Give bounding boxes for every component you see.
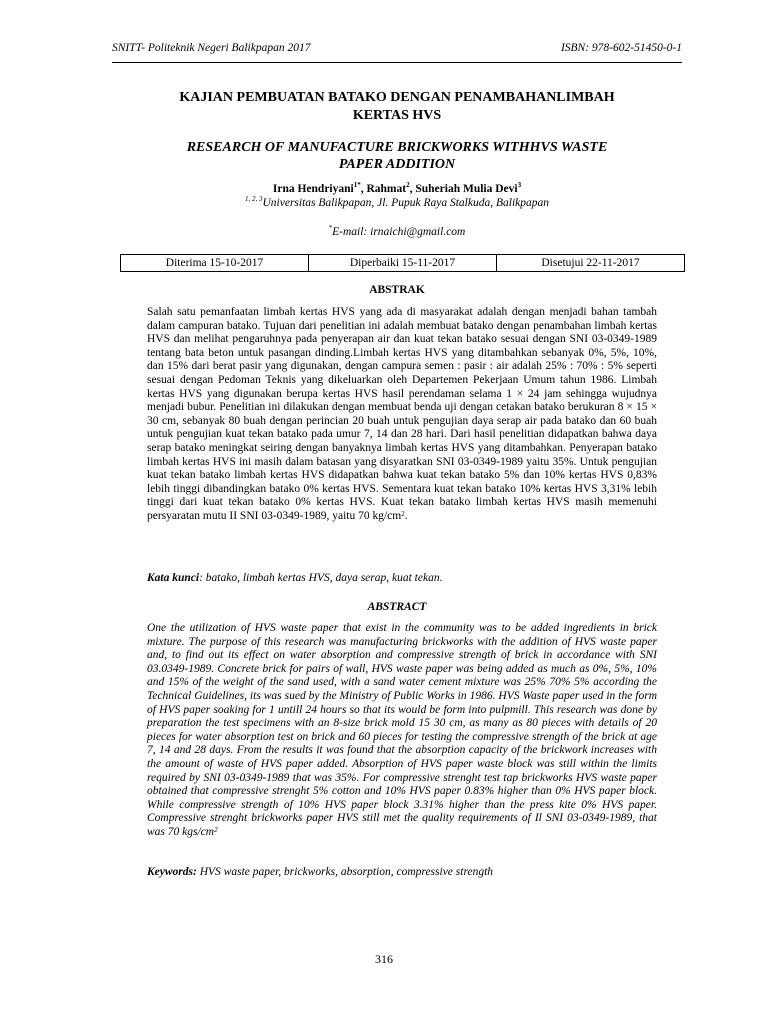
- keywords: [147, 866, 657, 878]
- corresponding-email: [112, 226, 682, 238]
- affiliation: [112, 197, 682, 209]
- kata-kunci-text: : batako, limbah kertas HVS, daya serap, kuat tekan.: [199, 572, 443, 584]
- author-1: Irna Hendriyani: [272, 183, 354, 195]
- email-mark: *: [328, 224, 333, 232]
- author-1-mark: 1*: [353, 181, 361, 189]
- running-header: [112, 42, 682, 54]
- author-3-mark: 3: [517, 181, 522, 189]
- author-3: , Suheriah Mulia Devi: [409, 183, 518, 195]
- abstrak-heading: ABSTRAK: [369, 284, 425, 296]
- author-2: , Rahmat: [360, 183, 407, 195]
- email-text: E-mail: irnaichi@gmail.com: [332, 226, 466, 238]
- title-en-line-2: PAPER ADDITION: [338, 157, 456, 172]
- keywords-label: Keywords:: [147, 866, 197, 878]
- date-received: Diterima 15-10-2017: [165, 257, 264, 269]
- affiliation-text: Universitas Balikpapan, Jl. Pupuk Raya Stalkuda, Balikpapan: [262, 197, 549, 209]
- kata-kunci: [147, 572, 657, 584]
- abstract-body: [147, 622, 657, 840]
- title-en-line-1: RESEARCH OF MANUFACTURE BRICKWORKS WITHHVS WASTE: [186, 140, 608, 155]
- abstrak-end: .: [404, 509, 408, 522]
- header-isbn: ISBN: 978-602-51450-0-1: [560, 42, 682, 54]
- page-number: 316: [375, 952, 393, 966]
- paper-title: [112, 89, 682, 125]
- abstrak-body: [147, 306, 657, 524]
- date-revised: Diperbaiki 15-11-2017: [308, 255, 496, 271]
- paper-title-english: [112, 139, 682, 173]
- title-line-1: KAJIAN PEMBUATAN BATAKO DENGAN PENAMBAHANLIMBAH: [179, 90, 615, 105]
- abstract-heading: ABSTRACT: [367, 601, 427, 613]
- submission-dates-table: [120, 254, 685, 272]
- affiliation-mark: 1, 2, 3: [245, 195, 263, 203]
- abstract-unit-sup: 2: [214, 825, 218, 834]
- date-accepted: Disetujui 22-11-2017: [496, 255, 684, 271]
- kata-kunci-label: Kata kunci: [147, 572, 200, 584]
- title-line-2: KERTAS HVS: [352, 108, 442, 123]
- author-2-mark: 2: [406, 181, 410, 189]
- header-conference: SNITT- Politeknik Negeri Balikpapan 2017: [112, 42, 311, 54]
- abstract-text: One the utilization of HVS waste paper that exist in the community was to be added ingredients in brick mixture. The purpose of this research was manufacturing brickworks with the addition of HVS waste paper and, to find out its effect on water absorption and compressive strength of brick in accordance with SNI 03.0349-1989. Concrete brick for pairs of wall, HVS waste paper was being added as much as 0%, 5%, 10% and 15% of the weight of the sand used, with a sand water cement mixture was 25% 70% 5% according the Technical Guidelines, its was sued by the Ministry of Public Works in 1986. HVS Waste paper used in the form of HVS paper soaking for 1 untill 24 hours so that its would be form into pulpmill. This research was done by preparation the test specimens with an 8-size brick mold 15 30 cm, as many as 80 pieces with details of 20 pieces for water absorption test on brick and 60 pieces for testing the compressive strength of the brick at age 7, 14 and 28 days. From the results it was found that the absorption capacity of the brickwork increases with the amount of waste of HVS paper added. Absorption of HVS paper waste block was still within the limits required by SNI 03-0349-1989 that was 35%. For compressive strenght test tap brickworks HVS waste paper obtained that compressive strenght 5% cotton and 10% HVS paper 0.83% higher than 0% HVS paper block. While compressive strength of 10% HVS paper block 3.31% higher than the press kite 0% HVS paper. Compressive strenght brickworks paper HVS still met the quality requirements of Il SNI 03-0349-1989, that was 70 kgs/cm: [147, 622, 657, 838]
- header-rule: [112, 62, 682, 63]
- abstrak-text: Salah satu pemanfaatan limbah kertas HVS yang ada di masyarakat adalah dengan menjadi bahan tambah dalam campuran batako. Tujuan dari penelitian ini adalah membuat batako dengan penambahan limbah kertas HVS dan melihat pengaruhnya pada penyerapan air dan kuat tekan batako sesuai dengan SNI 03-0349-1989 tentang bata beton untuk pasangan dinding.Limbah kertas HVS yang ditambahkan sebanyak 0%, 5%, 10%, dan 15% dari berat pasir yang digunakan, dengan campura semen : pasir : air adalah 25% : 70% : 5% seperti sesuai dengan Pedoman Teknis yang dikeluarkan oleh Departemen Pekerjaan Umum tahun 1986. Limbah kertas HVS yang digunakan berupa kertas HVS hasil perendaman selama 1 × 24 jam sehingga wujudnya menjadi bubur. Penelitian ini dilakukan dengan membuat benda uji dengan cetakan batako berukuran 8 × 15 × 30 cm, sebanyak 80 buah dengan perincian 20 buah untuk pengujian daya serap air pada batako dan 60 buah untuk pengujian kuat tekan batako pada umur 7, 14 dan 28 hari. Dari hasil penelitian didapatkan bahwa daya serap batako meningkat seiring dengan banyaknya limbah kertas HVS yang ditambahkan. Penyerapan batako limbah kertas HVS ini masih dalam batasan yang disyaratkan SNI 03-0349-1989 yaitu 35%. Untuk pengujian kuat tekan batako limbah kertas HVS didapatkan bahwa kuat tekan batako 5% dan 10% kertas HVS 0,83% lebih tinggi dibandingkan batako 0% kertas HVS. Sementara kuat tekan batako 10% kertas HVS 3,31% lebih tinggi dari kuat tekan batako 0% kertas HVS. Kuat tekan batako limbah kertas HVS masih memenuhi persyaratan mutu II SNI 03-0349-1989, yaitu 70 kg/cm: [147, 306, 657, 522]
- abstrak-unit-sup: 2: [401, 509, 405, 518]
- keywords-text: HVS waste paper, brickworks, absorption, compressive strength: [196, 866, 494, 878]
- author-list: [112, 183, 682, 195]
